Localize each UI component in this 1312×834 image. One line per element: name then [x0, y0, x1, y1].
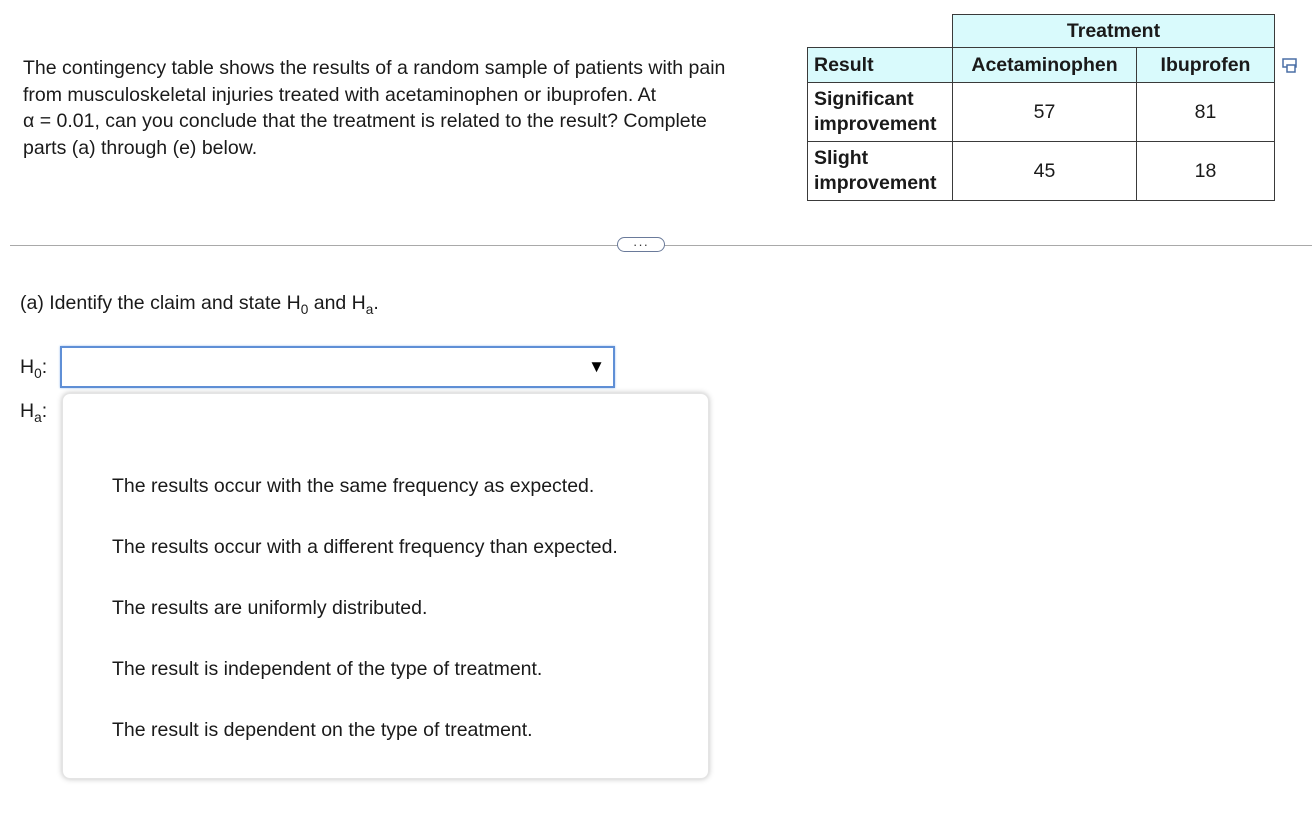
column-header-row	[808, 48, 1275, 83]
treatment-group-header: Treatment	[953, 15, 1275, 48]
table-row	[808, 83, 1275, 142]
part-a-question	[20, 292, 379, 317]
h0-options-popup	[62, 393, 709, 779]
options-list	[63, 474, 708, 779]
ha-label-subscript: a	[34, 409, 42, 425]
h0-subscript: 0	[300, 301, 309, 317]
row-label-line: Significant	[814, 88, 914, 110]
row-label-slight	[808, 142, 953, 201]
row-label-line: improvement	[814, 113, 937, 135]
row-label-line: Slight	[814, 147, 869, 169]
copy-table-icon[interactable]	[1282, 58, 1300, 74]
problem-line: The contingency table shows the results of a random sample of patients with pain	[23, 57, 726, 79]
column-header-ibuprofen: Ibuprofen	[1137, 48, 1275, 83]
ha-subscript: a	[365, 301, 374, 317]
problem-line: α = 0.01, can you conclude that the treatment is related to the result? Complete	[23, 110, 707, 132]
option-dependent[interactable]: The result is dependent on the type of treatment.	[112, 719, 533, 741]
row-label-significant	[808, 83, 953, 142]
part-a-text: .	[373, 292, 379, 314]
table-row	[808, 142, 1275, 201]
option-different-frequency[interactable]: The results occur with a different frequency than expected.	[112, 536, 618, 558]
h0-label-subscript: 0	[34, 365, 42, 381]
ha-label	[20, 400, 47, 425]
contingency-table	[807, 14, 1275, 201]
table-cell: 57	[953, 83, 1137, 142]
option-uniformly-distributed[interactable]: The results are uniformly distributed.	[112, 597, 428, 619]
problem-line: parts (a) through (e) below.	[23, 136, 258, 159]
option-same-frequency[interactable]: The results occur with the same frequency as expected.	[112, 475, 595, 497]
column-header-acetaminophen: Acetaminophen	[953, 48, 1137, 83]
problem-line: from musculoskeletal injuries treated with acetaminophen or ibuprofen. At	[23, 83, 656, 106]
option-independent[interactable]: The result is independent of the type of treatment.	[112, 658, 543, 680]
table-cell: 18	[1137, 142, 1275, 201]
h0-colon: :	[41, 356, 48, 378]
h0-dropdown[interactable]	[60, 346, 615, 388]
row-label-line: improvement	[814, 172, 937, 194]
table-cell: 81	[1137, 83, 1275, 142]
problem-statement	[23, 55, 788, 161]
h0-label	[20, 356, 47, 381]
result-header: Result	[808, 48, 953, 83]
group-header-row	[808, 15, 1275, 48]
h0-letter: H	[20, 356, 35, 378]
more-button[interactable]: ···	[617, 237, 665, 252]
ha-colon: :	[41, 400, 48, 422]
dropdown-arrow-icon[interactable]: ▼	[588, 357, 605, 376]
part-a-text: and H	[308, 292, 366, 314]
table-corner	[808, 15, 953, 48]
ha-letter: H	[20, 400, 35, 422]
table-cell: 45	[953, 142, 1137, 201]
part-a-text: (a) Identify the claim and state H	[20, 292, 301, 314]
